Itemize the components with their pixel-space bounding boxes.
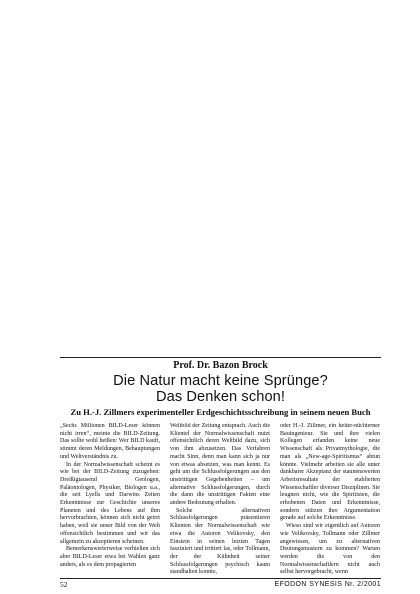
paragraph: Bemerkenswerterweise verhielten sich aber BILD-Leser etwa bei Wahlen ganz anders, als es dem propagierten [60,546,160,568]
paragraph: In der Normalwissenschaft scheint es wie bei der BILD-Zeitung zuzugehen: Dreißigtausend Geologen, Paläontologen, Physiker, Biologen u.a., die seit Lyells und Darwins Zeiten Erkenntnisse zur Geschichte unseres Planeten und des Lebens auf ihm hervorbrachten, können sich nicht geirrt haben, weil sie unser Bild von der Welt offensichtlich bestimmen und wir das allgemein zu akzeptieren scheinen. [60,461,160,545]
title-line-2: Das Denken schon! [155,389,286,405]
paragraph: „Sechs Millionen BILD-Leser können nicht irren“, meinte die BILD-Zeitung. Das sollte wohl heißen: Wer BILD kauft, stimmt deren Meldungen, Behauptungen und Weltverständnis zu. [60,423,160,460]
article-subtitle: Zu H.-J. Zillmers experimenteller Erdgeschichtsschreibung in seinem neuen Buch [70,407,371,417]
text-column-2 [170,423,270,575]
footer-rule [60,578,381,579]
title-line-1: Die Natur macht keine Sprünge? [113,373,328,389]
text-column-1 [60,423,160,569]
paragraph: Solche alternativen Schlussfolgerungen präsentieren Klienten der Normalwissenschaft wie etwa die Autoren Velikovsky, den Einstein in seinen letzten Tagen fasziniert und irritiert las, oder Tollmann, der der Kühnheit seiner Schlussfolgerungen psychisch kaum standhalten konnte, [170,507,270,575]
header-rule [60,357,381,358]
article-body [60,423,381,575]
journal-name: EFODON SYNESIS Nr. 2/2001 [274,581,381,588]
paragraph: Weltbild der Zeitung entsprach. Auch die Klientel der Normalwissenschaft nutzt offensichtlich deren Weltbild dazu, sich von ihm abzusetzen. Das Verfahren macht Sinn, denn man kann sich ja nur von etwas absetzen, was man kennt. Es geht um die Schlussfolgerungen aus den unstrittigen Gegebenheiten – um alternative Schlussfolgerungen, durch die dann die unstrittigen Fakten eine andere Bedeutung erhalten. [170,423,270,507]
article-title [60,373,381,405]
text-column-3 [280,423,380,575]
paragraph: Wieso sind wir eigentlich auf Autoren wie Velikovsky, Tollmann oder Zillmer angewiesen, um zu alternativen Deutungsmustern zu kommen? Warum werden die von den Normalwissenschaftlern nicht auch selbst hervorgebracht, wenn [280,523,380,575]
paragraph: oder H.-J. Zillmer, ein heiter-nüchterner Bauingenieur. Sie und ihre vielen Kollegen erfanden keine neue Wissenschaft als Privatmythologie, die man als „New-age-Spiritismus“ abtun könnte. Vielmehr arbeiten sie alle unter dankbarer Akzeptanz der staunenswerten Arbeitsresultate der etablierten Wissenschaftler diverser Disziplinen. Sie leugnen nicht, wie die Spiritisten, die erhobenen Daten und Erkenntnisse, sondern stützen ihre Argumentation gerade auf solche Erkenntnisse. [280,423,380,522]
article-author: Prof. Dr. Bazon Brock [173,360,268,371]
page-number: 52 [60,580,68,589]
